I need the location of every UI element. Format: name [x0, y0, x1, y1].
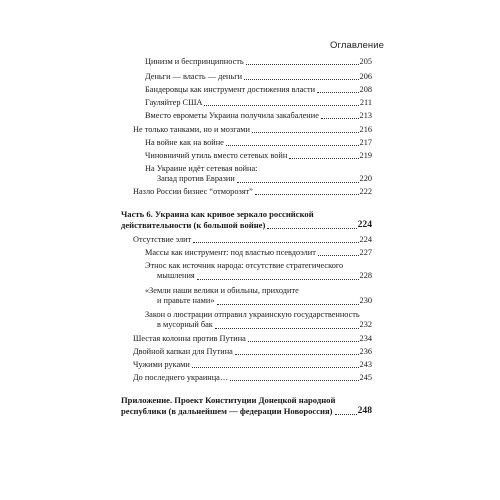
toc-entry-title-line: Этнос как источник народа: отсутствие стратегического — [145, 261, 344, 270]
toc-entry-title: Двойной капкан для Путина — [133, 347, 233, 356]
dot-leader — [317, 91, 359, 93]
toc-entry-title: Чиновничий утиль вместо сетевых войн — [145, 151, 288, 160]
toc-entry-page: 236 — [359, 347, 372, 356]
toc-entry-page: 208 — [359, 85, 372, 94]
toc-entry[interactable] — [145, 164, 372, 185]
toc-part-page: 224 — [357, 218, 372, 230]
toc-entry-title: Шестая колонна против Путина — [133, 334, 246, 343]
toc-entry[interactable] — [133, 347, 372, 357]
toc-entry-page: 206 — [359, 72, 372, 81]
toc-entry-title: Не только танками, но и мозгами — [133, 125, 250, 134]
toc-entry-title-line: «Земли наши велики и обильны, приходите — [145, 286, 299, 295]
toc-entry-title: Запад против Евразии — [157, 174, 235, 184]
toc-entry[interactable] — [133, 373, 372, 383]
toc-entry[interactable] — [145, 111, 372, 121]
toc-entry-page: 228 — [359, 271, 372, 281]
toc-entry[interactable] — [145, 151, 372, 161]
dot-leader — [255, 193, 359, 195]
dot-leader — [248, 340, 359, 342]
toc-appendix-title: республики (в дальнейшем — федерации Новороссия) — [121, 405, 333, 416]
dot-leader — [252, 131, 359, 133]
dot-leader — [230, 379, 358, 381]
toc-entry[interactable] — [145, 261, 372, 282]
toc-entry[interactable] — [145, 286, 372, 307]
dot-leader — [244, 78, 358, 80]
toc-entry-title-line: Закон о люстрации отправил украинскую государственность — [145, 310, 360, 319]
toc-appendix-heading[interactable] — [121, 395, 372, 417]
toc-entry-title: Отсутствие элит — [133, 235, 192, 244]
toc-entry-page: 234 — [359, 334, 372, 343]
toc-entry-page: 216 — [359, 125, 372, 134]
toc-entry-page: 219 — [359, 151, 372, 160]
dot-leader — [192, 366, 359, 368]
toc-part-title-line: Часть 6. Украина как кривое зеркало российской — [121, 209, 314, 219]
toc-entry[interactable] — [145, 72, 372, 82]
toc-entry-page: 211 — [359, 98, 372, 107]
toc-entry-page: 222 — [359, 187, 372, 196]
toc-entry-title: Чужими руками — [133, 360, 190, 369]
toc-entry-title: До последнего украинца… — [133, 373, 229, 382]
dot-leader — [246, 63, 359, 65]
toc-entry-page: 227 — [359, 248, 372, 257]
toc-entry[interactable] — [133, 125, 372, 135]
toc-entry[interactable] — [133, 334, 372, 344]
toc-entry[interactable] — [145, 310, 372, 331]
dot-leader — [217, 303, 359, 305]
dot-leader — [237, 181, 359, 183]
dot-leader — [204, 104, 358, 106]
toc-appendix-page: 248 — [357, 404, 372, 416]
toc-entry[interactable] — [145, 138, 372, 148]
toc-entry[interactable] — [145, 98, 372, 108]
toc-entry[interactable] — [133, 187, 372, 197]
toc-entry-page: 217 — [359, 138, 372, 147]
toc-entry-title: Гауляйтер США — [145, 98, 203, 107]
dot-leader — [321, 117, 359, 119]
toc-entry-title: и правьте нами» — [157, 296, 215, 306]
toc-entry-title: Бандеровцы как инструмент достижения власти — [145, 85, 316, 94]
toc-entry-title: Вместо еврометы Украина получила закабаление — [145, 111, 319, 120]
toc-entry-title: мышления — [157, 271, 195, 281]
dot-leader — [215, 327, 359, 329]
toc-entry-title-line: На Украине идёт сетевая война: — [145, 164, 258, 173]
toc-entry-title: в мусорный бак — [157, 320, 213, 330]
toc-entry[interactable] — [133, 235, 372, 245]
dot-leader — [267, 227, 356, 229]
dot-leader — [197, 278, 359, 280]
dot-leader — [318, 254, 359, 256]
toc-entry-page: 243 — [359, 360, 372, 369]
toc-entry-page: 220 — [359, 174, 372, 184]
toc-entry[interactable] — [145, 248, 372, 258]
toc-entry[interactable] — [145, 85, 372, 95]
dot-leader — [235, 353, 359, 355]
toc-entry-page: 230 — [359, 296, 372, 306]
toc-entry-page: 232 — [359, 320, 372, 330]
toc-entry-page: 205 — [359, 57, 372, 66]
toc-entry-page: 213 — [359, 111, 372, 120]
toc-appendix-title-line: Приложение. Проект Конституции Донецкой народной — [121, 395, 336, 405]
toc-entry-title: На войне как на войне — [145, 138, 224, 147]
toc-part-heading[interactable] — [121, 209, 372, 231]
toc-entry[interactable] — [145, 57, 372, 67]
toc-entry-title: Цинизм и беспринципность — [145, 57, 244, 66]
toc-entry[interactable] — [133, 360, 372, 370]
dot-leader — [226, 144, 359, 146]
toc-entry-page: 224 — [359, 235, 372, 244]
dot-leader — [335, 413, 357, 415]
dot-leader — [193, 241, 358, 243]
dot-leader — [289, 157, 358, 159]
toc-entry-title: Назло России бизнес “отморозят” — [133, 187, 253, 196]
toc-entry-title: Массы как инструмент: под властью псевдоэлит — [145, 248, 316, 257]
running-header: Оглавление — [330, 40, 384, 51]
toc-entry-page: 245 — [359, 373, 372, 382]
toc-part-title: действительности (к большой войне) — [121, 219, 266, 230]
toc-entry-title: Деньги — власть — деньги — [145, 72, 243, 81]
